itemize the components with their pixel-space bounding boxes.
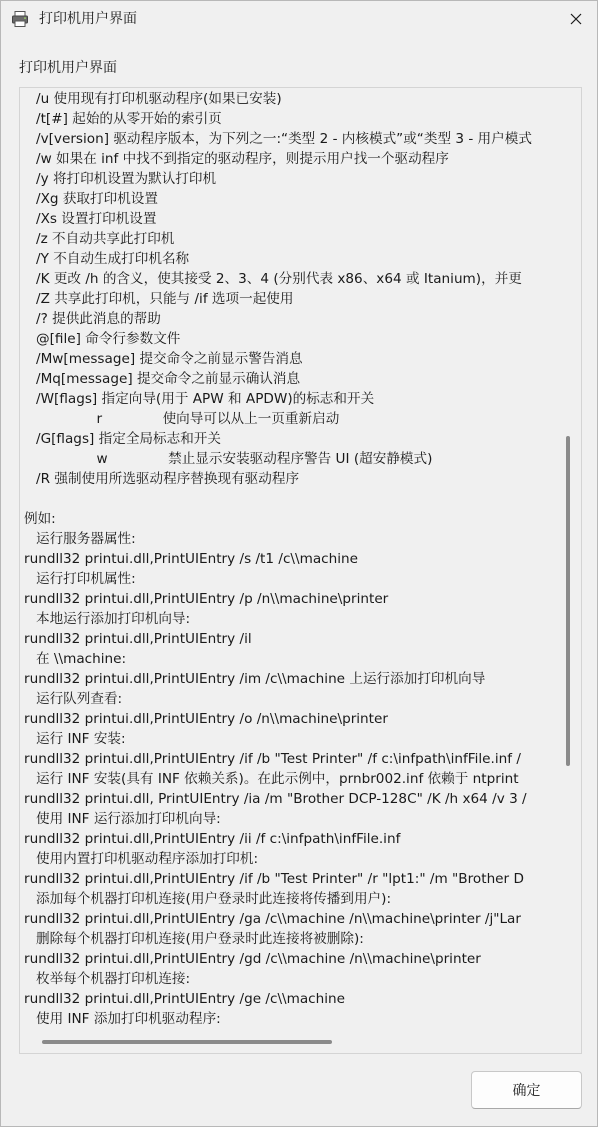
help-text-line: 在 \\machine: [36,651,127,667]
vertical-scrollbar[interactable] [566,436,570,766]
help-text-line: /u 使用现有打印机驱动程序(如果已安装) [36,91,282,107]
window-title: 打印机用户界面 [39,11,137,27]
help-text-line: w 禁止显示安装驱动程序警告 UI (超安静模式) [36,451,433,467]
close-icon [570,10,582,29]
help-text-line: /t[#] 起始的从零开始的索引页 [36,111,222,127]
help-text-line: 使用内置打印机驱动程序添加打印机: [36,851,259,867]
help-text-line: rundll32 printui.dll,PrintUIEntry /o /n\\machine\printer [24,711,388,727]
horizontal-scrollbar[interactable] [42,1040,332,1044]
help-text-line: 运行打印机属性: [36,571,136,587]
help-text-line: rundll32 printui.dll, PrintUIEntry /ia /m "Brother DCP-128C" /K /h x64 /v 3 / [24,791,527,807]
help-text-line: 运行 INF 安装: [36,731,126,747]
help-text-line: /Xg 获取打印机设置 [36,191,158,207]
help-text-line: rundll32 printui.dll,PrintUIEntry /s /t1 /c\\machine [24,551,358,567]
help-text-line: /Xs 设置打印机设置 [36,211,157,227]
help-text-line: /Y 不自动生成打印机名称 [36,251,190,267]
help-text-line: 运行 INF 安装(具有 INF 依赖关系)。在此示例中，prnbr002.inf 依赖于 ntprint [36,771,519,787]
help-text-line: /v[version] 驱动程序版本，为下列之一:“类型 2 - 内核模式”或“类型 3 - 用户模式 [36,131,532,147]
help-text-line: rundll32 printui.dll,PrintUIEntry /if /b "Test Printer" /f c:\infpath\infFile.inf / [24,751,521,767]
help-text-line: 运行服务器属性: [36,531,136,547]
help-text-line: 添加每个机器打印机连接(用户登录时此连接将传播到用户): [36,891,392,907]
help-text-line: 枚举每个机器打印机连接: [36,971,191,987]
ok-button[interactable]: 确定 [471,1071,582,1109]
help-text-line: /? 提供此消息的帮助 [36,311,161,327]
printer-icon [11,10,29,28]
help-text-content [24,89,560,1033]
help-text-panel[interactable] [19,87,582,1054]
help-text-line: rundll32 printui.dll,PrintUIEntry /ii /f c:\infpath\infFile.inf [24,831,401,847]
help-text-line: /G[flags] 指定全局标志和开关 [36,431,221,447]
help-text-line: @[file] 命令行参数文件 [36,331,181,347]
help-text-line: /R 强制使用所选驱动程序替换现有驱动程序 [36,471,300,487]
help-text-line: rundll32 printui.dll,PrintUIEntry /gd /c\\machine /n\\machine\printer [24,951,481,967]
help-text-line: /y 将打印机设置为默认打印机 [36,171,217,187]
help-text-line: 运行队列查看: [36,691,123,707]
help-text-line: rundll32 printui.dll,PrintUIEntry /il [24,631,252,647]
dialog-heading: 打印机用户界面 [19,60,117,76]
help-text-line: /Z 共享此打印机，只能与 /if 选项一起使用 [36,291,294,307]
help-text-line: /W[flags] 指定向导(用于 APW 和 APDW)的标志和开关 [36,391,375,407]
help-text-line: /Mw[message] 提交命令之前显示警告消息 [36,351,303,367]
help-text-line [24,489,560,509]
help-text-line: /Mq[message] 提交命令之前显示确认消息 [36,371,301,387]
help-text-line: r 使向导可以从上一页重新启动 [36,411,340,427]
help-text-line: 本地运行添加打印机向导: [36,611,191,627]
help-text-line: rundll32 printui.dll,PrintUIEntry /ge /c\\machine [24,991,346,1007]
help-text-line: /z 不自动共享此打印机 [36,231,175,247]
help-text-line: rundll32 printui.dll,PrintUIEntry /if /b "Test Printer" /r "lpt1:" /m "Brother D [24,871,524,887]
close-button[interactable] [561,5,591,33]
title-bar[interactable] [1,1,597,37]
help-text-line: rundll32 printui.dll,PrintUIEntry /p /n\\machine\printer [24,591,389,607]
help-text-line: /K 更改 /h 的含义，使其接受 2、3、4 (分别代表 x86、x64 或 Itanium)，并更 [36,271,522,287]
help-text-line: 删除每个机器打印机连接(用户登录时此连接将被删除): [36,931,364,947]
help-text-line: 使用 INF 添加打印机驱动程序: [36,1011,221,1027]
help-text-line: rundll32 printui.dll,PrintUIEntry /ga /c\\machine /n\\machine\printer /j"Lar [24,911,521,927]
help-text-line: rundll32 printui.dll,PrintUIEntry /im /c\\machine 上运行添加打印机向导 [24,671,486,687]
help-text-line: 使用 INF 运行添加打印机向导: [36,811,221,827]
help-text-line: 例如: [24,511,56,527]
help-text-line: /w 如果在 inf 中找不到指定的驱动程序，则提示用户找一个驱动程序 [36,151,449,167]
